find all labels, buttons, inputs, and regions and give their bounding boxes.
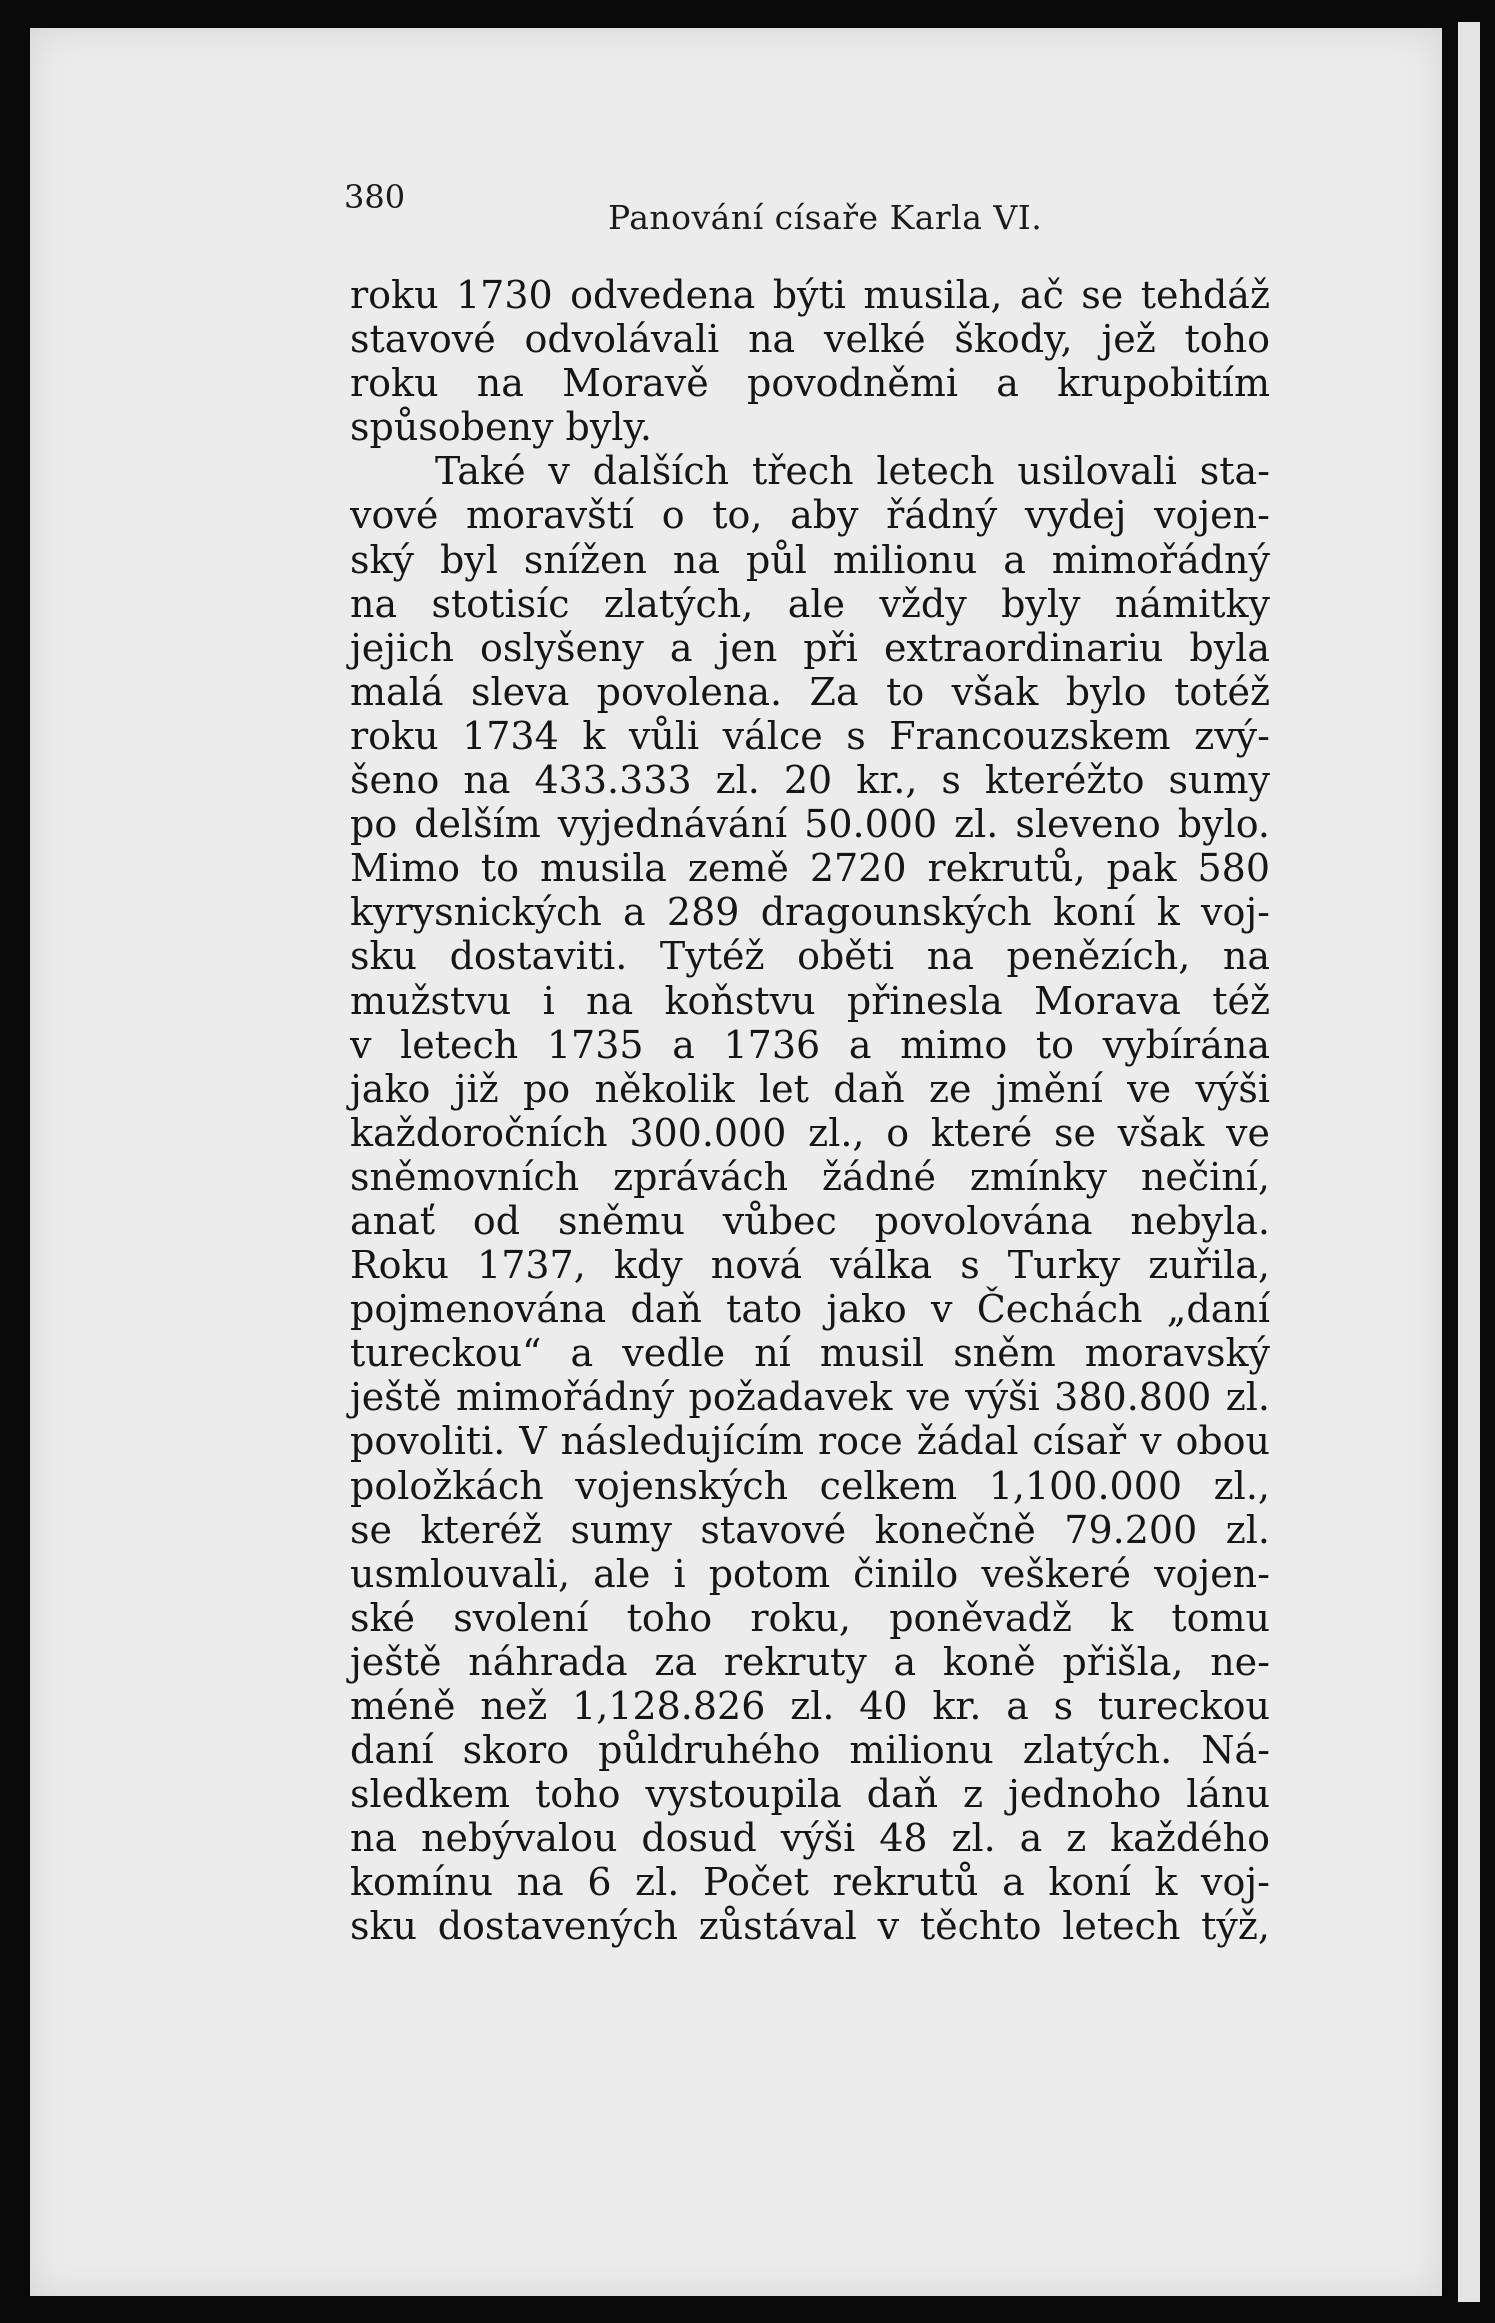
- text-line: tureckou“ a vedle ní musil sněm moravský: [350, 1331, 1270, 1376]
- text-line: pojmenována daň tato jako v Čechách „daní: [350, 1287, 1270, 1332]
- paragraph-start-line: Také v dalších třech letech usilovali sta-: [435, 449, 1270, 494]
- text-line: jejich oslyšeny a jen při extraordinariu byla: [350, 625, 1270, 670]
- book-page: [30, 28, 1442, 2296]
- text-line: kyrysnických a 289 dragounských koní k voj-: [350, 890, 1270, 935]
- text-line: malá sleva povolena. Za to však bylo totéž: [350, 669, 1270, 714]
- text-line: sněmovních zprávách žádné zmínky nečiní,: [350, 1154, 1270, 1199]
- text-line: se kteréž sumy stavové konečně 79.200 zl.: [350, 1507, 1270, 1552]
- text-line: spůsobeny byly.: [350, 405, 652, 450]
- text-line: položkách vojenských celkem 1,100.000 zl.,: [350, 1463, 1270, 1508]
- text-line: šeno na 433.333 zl. 20 kr., s kteréžto sumy: [350, 758, 1270, 803]
- text-line: vové moravští o to, aby řádný vydej vojen-: [350, 493, 1270, 538]
- text-line: ský byl snížen na půl milionu a mimořádný: [350, 537, 1270, 582]
- text-line: ské svolení toho roku, poněvadž k tomu: [350, 1595, 1270, 1640]
- text-line: Roku 1737, kdy nová válka s Turky zuřila,: [350, 1243, 1270, 1288]
- text-line: roku na Moravě povodněmi a krupobitím: [350, 361, 1270, 406]
- text-line: každoročních 300.000 zl., o které se však ve: [350, 1110, 1270, 1155]
- text-line: sledkem toho vystoupila daň z jednoho lánu: [350, 1772, 1270, 1817]
- text-line: anať od sněmu vůbec povolována nebyla.: [350, 1198, 1270, 1243]
- text-line: Mimo to musila země 2720 rekrutů, pak 580: [350, 846, 1270, 891]
- text-line: sku dostaviti. Tytéž oběti na penězích, na: [350, 934, 1270, 979]
- running-head: Panování císaře Karla VI.: [608, 198, 1043, 237]
- text-line: ještě mimořádný požadavek ve výši 380.800 zl.: [350, 1375, 1270, 1420]
- text-line: jako již po několik let daň ze jmění ve výši: [350, 1066, 1270, 1111]
- page-number: 380: [344, 178, 406, 216]
- text-line: sku dostavených zůstával v těchto letech týž,: [350, 1904, 1270, 1949]
- text-line: usmlouvali, ale i potom činilo veškeré vojen-: [350, 1551, 1270, 1596]
- text-line: stavové odvolávali na velké škody, jež toho: [350, 317, 1270, 362]
- text-line: na nebývalou dosud výši 48 zl. a z každého: [350, 1816, 1270, 1861]
- text-line: roku 1734 k vůli válce s Francouzskem zvý-: [350, 713, 1270, 758]
- body-text: [350, 273, 1270, 1949]
- text-line: komínu na 6 zl. Počet rekrutů a koní k voj-: [350, 1860, 1270, 1905]
- adjacent-page-edge: [1458, 22, 1480, 2302]
- text-line: mužstvu i na koňstvu přinesla Morava též: [350, 978, 1270, 1023]
- text-line: daní skoro půldruhého milionu zlatých. Ná-: [350, 1728, 1270, 1773]
- text-line: povoliti. V následujícím roce žádal císař v obou: [350, 1419, 1270, 1464]
- text-line: na stotisíc zlatých, ale vždy byly námitky: [350, 581, 1270, 626]
- text-line: v letech 1735 a 1736 a mimo to vybírána: [350, 1022, 1270, 1067]
- text-line: ještě náhrada za rekruty a koně přišla, ne-: [350, 1639, 1270, 1684]
- text-line: méně než 1,128.826 zl. 40 kr. a s tureckou: [350, 1684, 1270, 1728]
- text-line: roku 1730 odvedena býti musila, ač se tehdáž: [350, 273, 1270, 317]
- text-line: po delším vyjednávání 50.000 zl. sleveno bylo.: [350, 802, 1270, 847]
